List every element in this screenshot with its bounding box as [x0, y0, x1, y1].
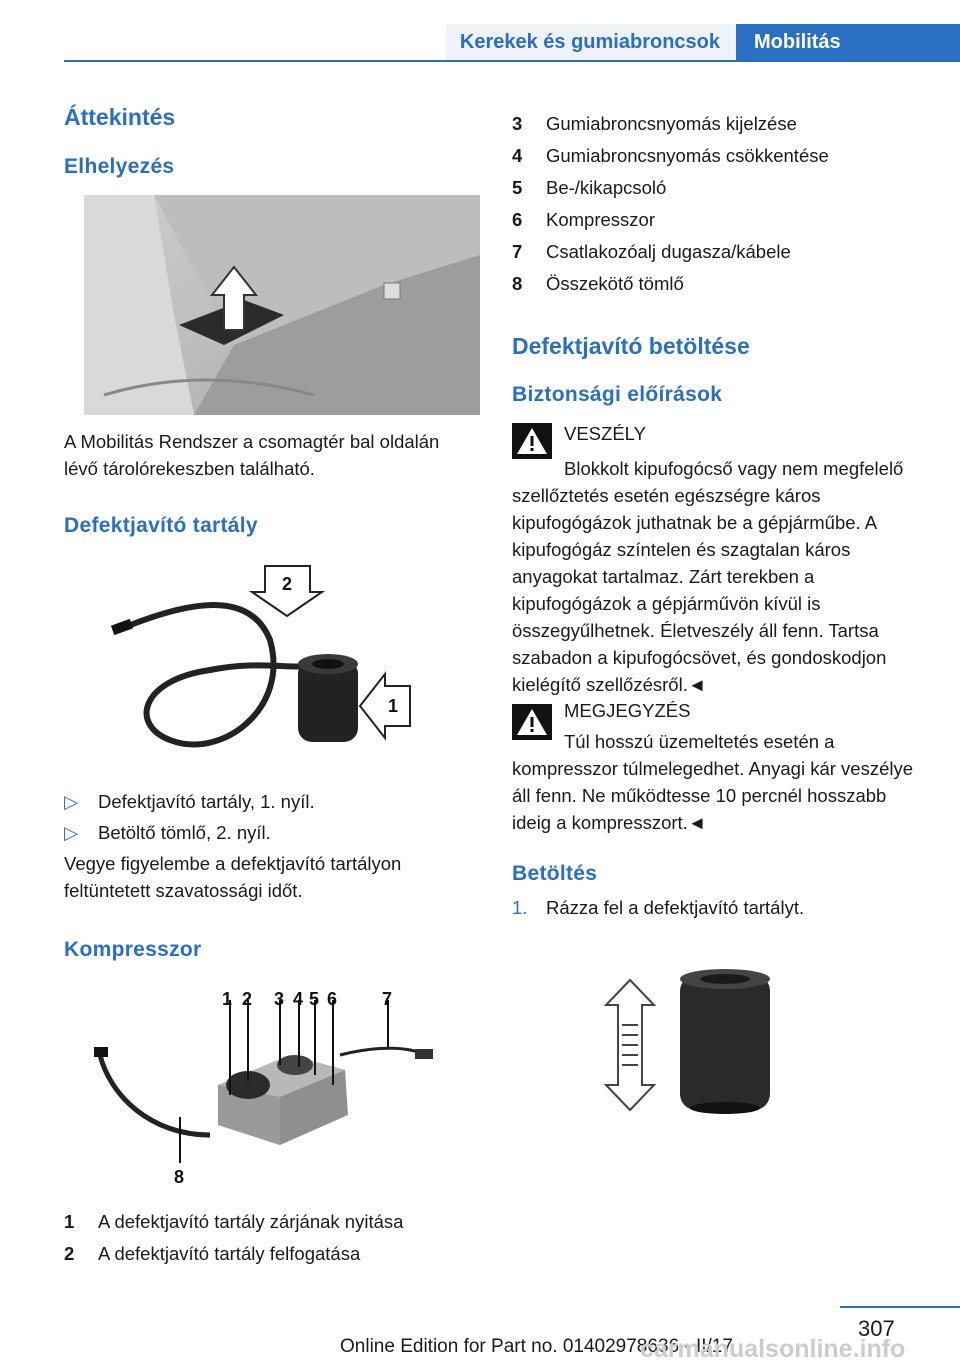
compressor-callout-3: 3	[274, 989, 285, 1009]
bullet-marker-2: ▷	[64, 822, 79, 843]
heading-filling: Defektjavító betöltése	[512, 333, 750, 359]
legend-num-7: 7	[512, 241, 523, 262]
legend-text-4: Gumiabroncsnyomás csökkentése	[546, 145, 829, 166]
legend-text-3: Gumiabroncsnyomás kijelzése	[546, 113, 797, 134]
page-number: 307	[858, 1316, 895, 1341]
legend-text-1: A defektjavító tartály zárjának nyitása	[98, 1211, 404, 1232]
container-callout-1: 1	[388, 696, 399, 716]
warning1-text: Blokkolt kipufogócső vagy nem megfelelő szellőztetés esetén egészségre káros kipufogógázok juthatnak be a gépjárműbe. A kipufogógáz színtelen és szagtalan káros anyagokat tartalmaz. Zárt terekben a kipufogógázok a gépjárművön kívül is összegyűlhetnek. Életveszély áll fenn. Tartsa szabadon a kipufogócsövet, és gondoskodjon kielégítő szellőzésről.◄	[512, 458, 904, 695]
watermark: carmanualsonline.info	[640, 1335, 906, 1363]
legend-num-1: 1	[64, 1211, 75, 1232]
legend-num-4: 4	[512, 145, 523, 166]
legend-num-6: 6	[512, 209, 523, 230]
compressor-callout-1: 1	[222, 989, 233, 1009]
heading-overview: Áttekintés	[64, 104, 176, 130]
compressor-callout-2: 2	[242, 989, 253, 1009]
compressor-callout-8: 8	[174, 1167, 185, 1187]
legend-text-2: A defektjavító tartály felfogatása	[98, 1243, 361, 1264]
legend-num-8: 8	[512, 273, 523, 294]
heading-location: Elhelyezés	[64, 155, 175, 178]
shake-container-image	[590, 965, 790, 1125]
compressor-image	[90, 985, 450, 1190]
bullet-container: Defektjavító tartály, 1. nyíl.	[98, 791, 315, 812]
compressor-callout-4: 4	[293, 989, 304, 1009]
footer-rule	[840, 1306, 960, 1308]
step-number: 1.	[512, 897, 528, 918]
warning2-title: MEGJEGYZÉS	[564, 700, 691, 721]
warning1-title: VESZÉLY	[564, 423, 646, 444]
step1-text: Rázza fel a defektjavító tartályt.	[546, 897, 805, 918]
edition-text: Online Edition for Part no. 01402978636 - II/17	[340, 1336, 733, 1357]
container-callout-2: 2	[282, 574, 293, 594]
compressor-callout-5: 5	[309, 989, 320, 1009]
location-text: A Mobilitás Rendszer a csomagtér bal oldalán lévő tárolórekeszben található.	[64, 431, 440, 479]
header-section-tab: Kerekek és gumiabroncsok	[446, 24, 736, 60]
warning-triangle-icon	[512, 423, 552, 459]
trunk-compartment-image	[84, 195, 480, 415]
legend-text-5: Be-/kikapcsoló	[546, 177, 667, 198]
legend-text-8: Összekötő tömlő	[546, 273, 684, 294]
legend-text-7: Csatlakozóalj dugasza/kábele	[546, 241, 791, 262]
warning2-text: Túl hosszú üzemeltetés esetén a kompresszor túlmelegedhet. Anyagi kár veszélye áll fenn. Ne működtesse 10 percnél hosszabb ideig a kompresszort.◄	[512, 731, 914, 833]
bullet-hose: Betöltő tömlő, 2. nyíl.	[98, 822, 271, 843]
legend-text-6: Kompresszor	[546, 209, 655, 230]
legend-num-3: 3	[512, 113, 523, 134]
heading-safety: Biztonsági előírások	[512, 383, 723, 406]
heading-compressor: Kompresszor	[64, 938, 202, 961]
compressor-callout-7: 7	[382, 989, 393, 1009]
heading-fill: Betöltés	[512, 862, 598, 885]
header-rule	[64, 60, 960, 62]
bullet-marker-1: ▷	[64, 791, 79, 812]
legend-num-2: 2	[64, 1243, 75, 1264]
repair-container-image	[100, 560, 430, 770]
legend-num-5: 5	[512, 177, 523, 198]
compressor-callout-6: 6	[327, 989, 338, 1009]
heading-repair-container: Defektjavító tartály	[64, 514, 258, 537]
container-note: Vegye figyelembe a defektjavító tartályon feltüntetett szavatossági időt.	[64, 853, 402, 901]
header-chapter-tab: Mobilitás	[736, 24, 960, 62]
